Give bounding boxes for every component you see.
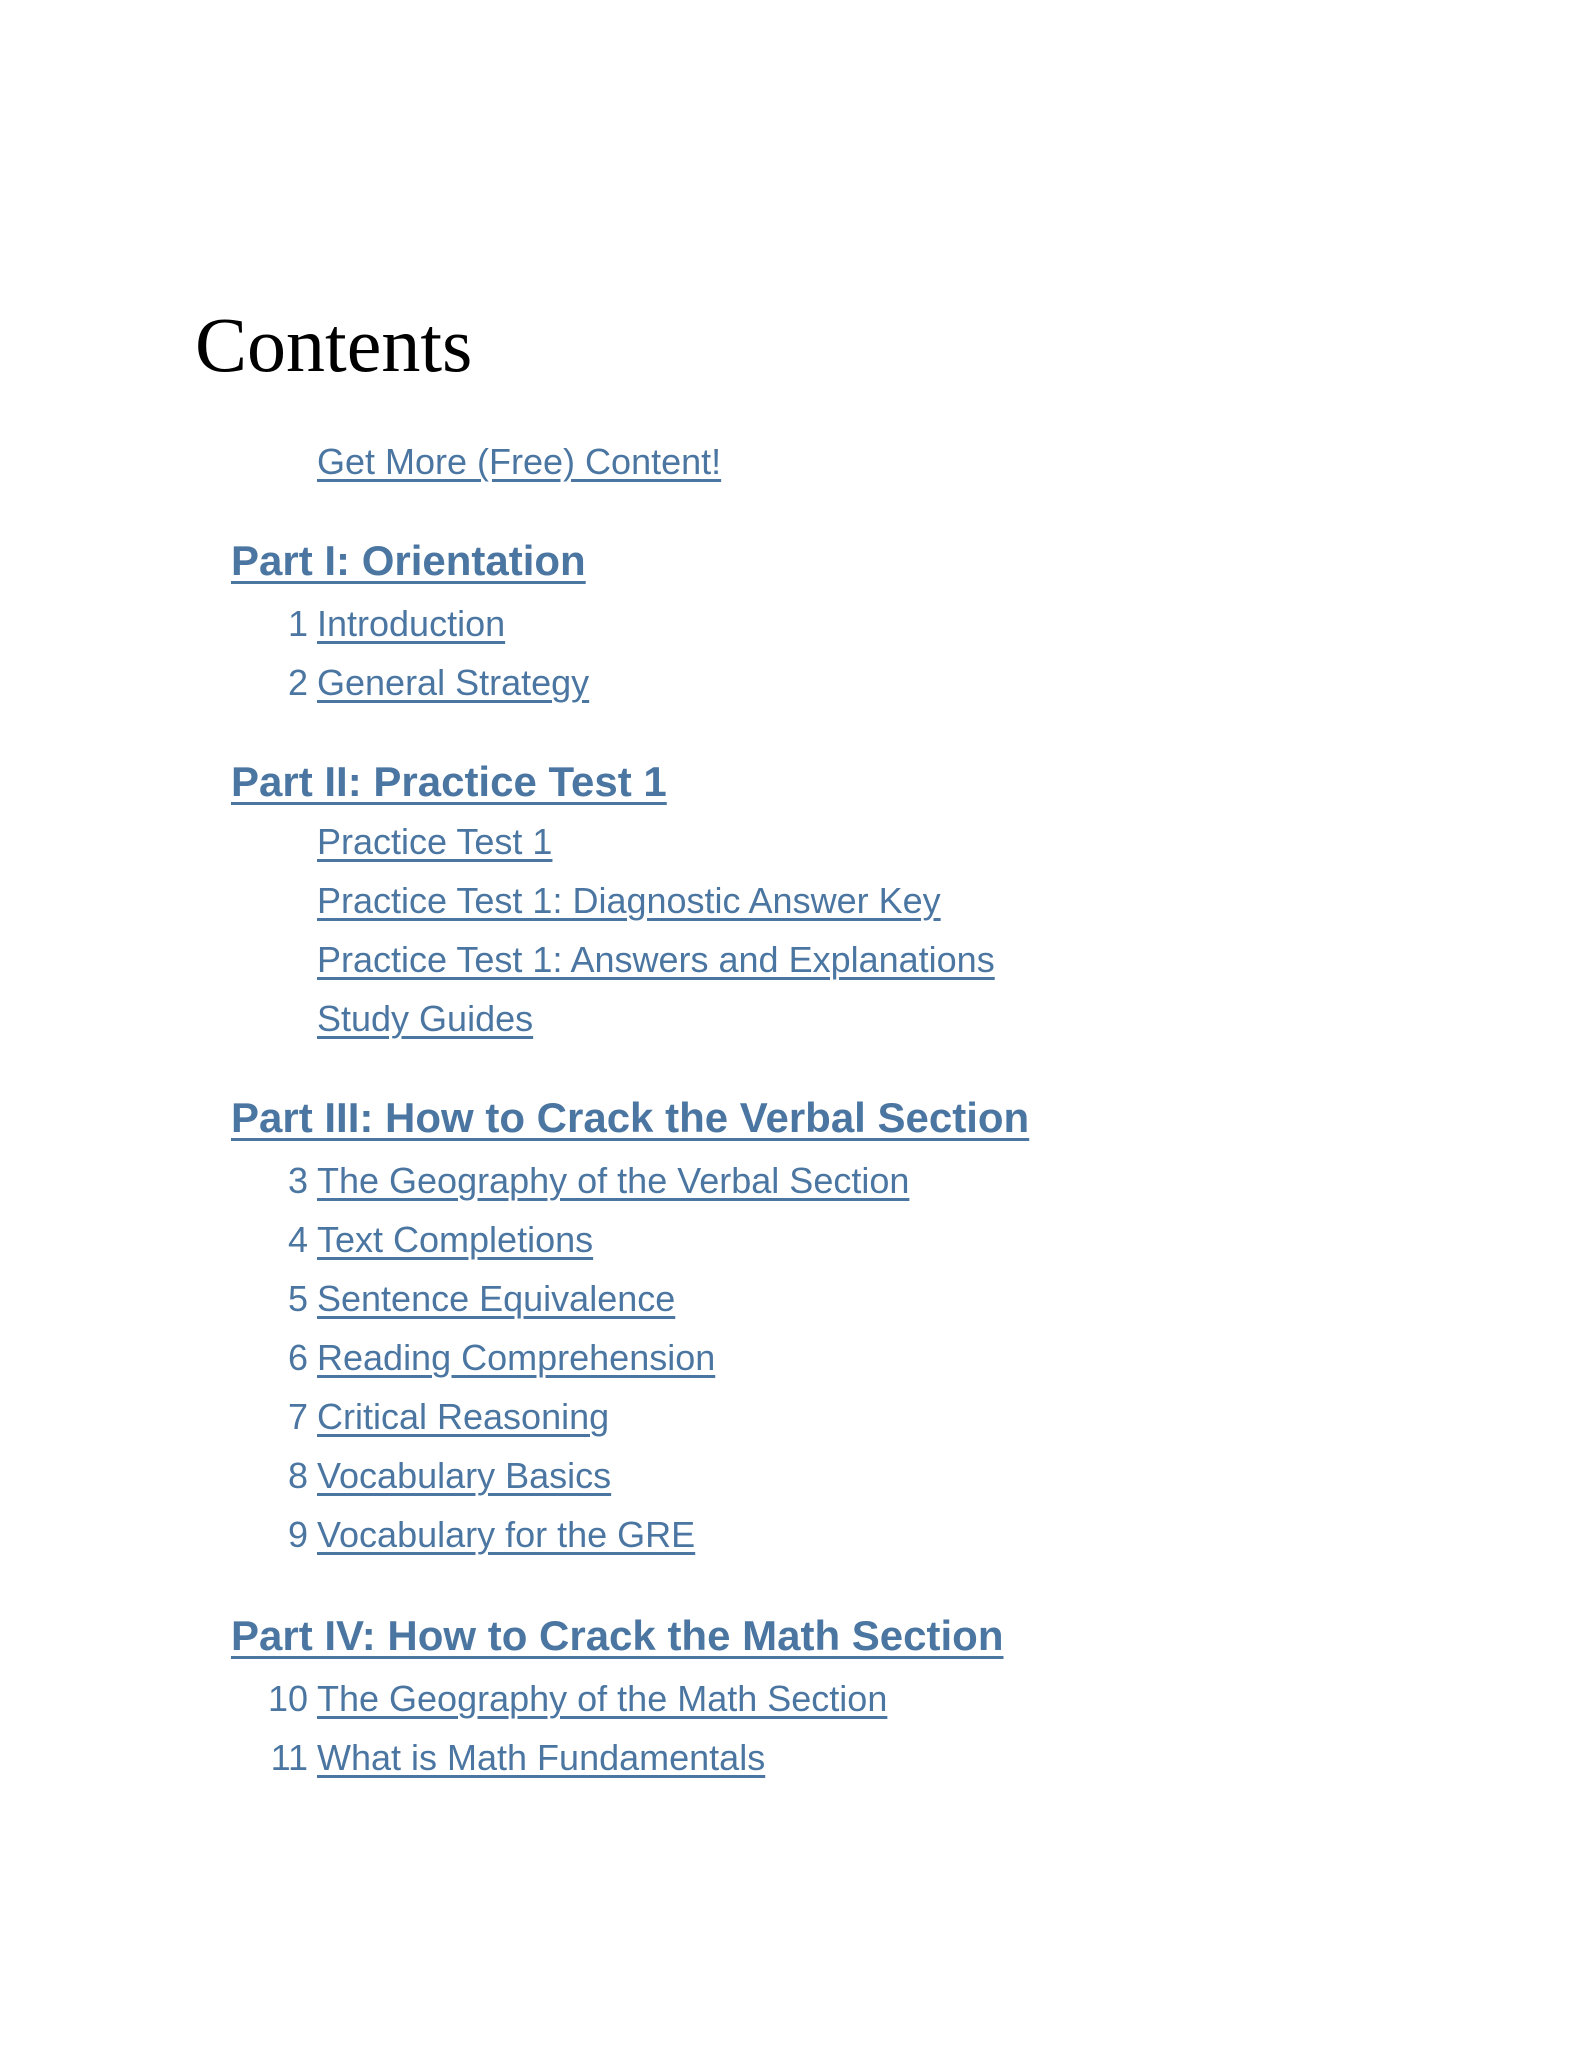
chapter-number: 11: [270, 1737, 308, 1778]
toc-link[interactable]: Study Guides: [317, 998, 534, 1039]
toc-part-4[interactable]: Part IV: How to Crack the Math Section: [231, 1612, 1004, 1659]
chapter-number: 6: [287, 1337, 308, 1378]
toc-entry: [208, 1452, 1542, 1500]
chapter-number: 9: [287, 1514, 308, 1555]
toc-link[interactable]: General Strategy: [317, 662, 590, 703]
toc-entry: [208, 995, 1542, 1043]
toc-entry: [208, 438, 1542, 486]
toc-part-3[interactable]: Part III: How to Crack the Verbal Section: [231, 1094, 1030, 1141]
toc-part-2[interactable]: Part II: Practice Test 1: [231, 758, 667, 805]
toc-link[interactable]: Vocabulary for the GRE: [317, 1514, 696, 1555]
chapter-number: 1: [287, 603, 308, 644]
toc-link[interactable]: Introduction: [317, 603, 506, 644]
toc-link[interactable]: Vocabulary Basics: [317, 1455, 612, 1496]
toc-entry: [208, 1334, 1542, 1382]
chapter-number: 8: [287, 1455, 308, 1496]
page-title: Contents: [195, 301, 473, 388]
toc-entry: [208, 1275, 1542, 1323]
toc-link[interactable]: What is Math Fundamentals: [317, 1737, 766, 1778]
toc-link[interactable]: Practice Test 1: Diagnostic Answer Key: [317, 880, 941, 921]
chapter-number: 10: [267, 1678, 308, 1719]
toc-entry: [208, 600, 1542, 648]
toc-link[interactable]: Critical Reasoning: [317, 1396, 610, 1437]
chapter-number: 2: [287, 662, 308, 703]
chapter-number: 5: [287, 1278, 308, 1319]
toc-entry: [208, 659, 1542, 707]
toc-entry: [208, 1734, 1542, 1782]
toc-entry: [208, 818, 1542, 866]
toc-link-get-more-content[interactable]: Get More (Free) Content!: [317, 441, 722, 482]
toc-entry: [208, 1216, 1542, 1264]
toc-link[interactable]: Practice Test 1: [317, 821, 553, 862]
toc-entry: [208, 1675, 1542, 1723]
chapter-number: 4: [287, 1219, 308, 1260]
toc-entry: [208, 1393, 1542, 1441]
toc-entry: [208, 936, 1542, 984]
toc-link[interactable]: Reading Comprehension: [317, 1337, 716, 1378]
toc-link[interactable]: The Geography of the Math Section: [317, 1678, 888, 1719]
toc-link[interactable]: Text Completions: [317, 1219, 594, 1260]
toc-link[interactable]: Sentence Equivalence: [317, 1278, 676, 1319]
toc-part-1[interactable]: Part I: Orientation: [231, 537, 586, 584]
chapter-number: 3: [287, 1160, 308, 1201]
toc-link[interactable]: The Geography of the Verbal Section: [317, 1160, 910, 1201]
chapter-number: 7: [287, 1396, 308, 1437]
toc-entry: [208, 877, 1542, 925]
toc-link[interactable]: Practice Test 1: Answers and Explanations: [317, 939, 995, 980]
toc-entry: [208, 1511, 1542, 1559]
toc-entry: [208, 1157, 1542, 1205]
